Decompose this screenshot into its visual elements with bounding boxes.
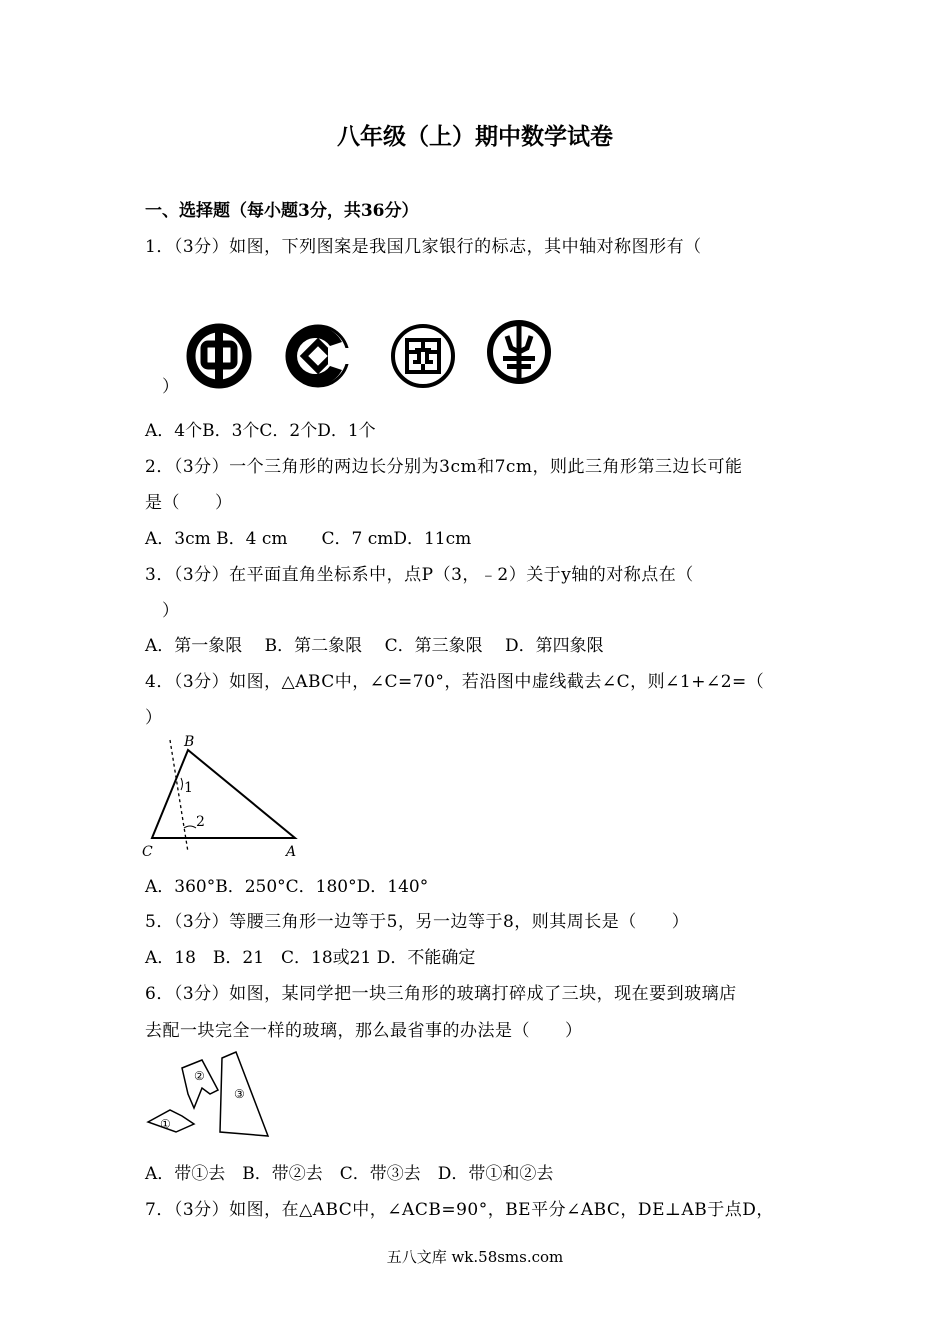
triangle-abc-figure xyxy=(140,732,310,862)
question-2-stem-line1: 2．（3分）一个三角形的两边长分别为3cm和7cm，则此三角形第三边长可能 xyxy=(145,457,743,477)
question-1-options: A．4个B．3个C．2个D．1个 xyxy=(145,421,376,441)
question-1-stem: 1．（3分）如图，下列图案是我国几家银行的标志，其中轴对称图形有（ xyxy=(145,237,702,257)
page-title: 八年级（上）期中数学试卷 xyxy=(337,123,613,150)
angle-2-label: 2 xyxy=(196,814,205,830)
question-2-stem-line2: 是（ ） xyxy=(145,493,233,513)
piece-3-label: ③ xyxy=(234,1087,245,1101)
question-3-options: A．第一象限 B．第二象限 C．第三象限 D．第四象限 xyxy=(145,636,604,656)
question-2-options: A．3cm B．4 cm C．7 cmD．11cm xyxy=(145,529,472,549)
question-4-options: A．360°B．250°C．180°D．140° xyxy=(145,877,429,897)
piece-2-label: ② xyxy=(194,1069,205,1083)
vertex-c-label: C xyxy=(142,844,153,860)
question-5-options: A．18 B．21 C．18或21 D．不能确定 xyxy=(145,948,476,968)
industrial-commercial-bank-logo xyxy=(389,322,457,390)
broken-glass-figure xyxy=(140,1050,280,1142)
piece-1-label: ① xyxy=(160,1117,171,1131)
angle-1-label: 1 xyxy=(184,780,193,796)
question-1-stem-end: ） xyxy=(162,377,180,397)
question-7-stem: 7．（3分）如图，在△ABC中，∠ACB=90°，BE平分∠ABC，DE⊥AB于点D， xyxy=(145,1200,774,1220)
question-6-stem-line2: 去配一块完全一样的玻璃，那么最省事的办法是（ ） xyxy=(145,1021,583,1041)
section-heading: 一、选择题（每小题3分，共36分） xyxy=(145,201,419,221)
question-5-stem: 5．（3分）等腰三角形一边等于5，另一边等于8，则其周长是（ ） xyxy=(145,912,690,932)
bank-of-china-logo xyxy=(185,322,253,390)
question-6-options: A．带①去 B．带②去 C．带③去 D．带①和②去 xyxy=(145,1164,554,1184)
agricultural-bank-logo xyxy=(485,318,553,386)
question-4-stem-line1: 4．（3分）如图，△ABC中，∠C=70°，若沿图中虚线截去∠C，则∠1+∠2=（ xyxy=(145,672,765,692)
china-construction-bank-logo xyxy=(284,322,352,390)
question-3-stem-line2: ） xyxy=(162,601,180,621)
vertex-b-label: B xyxy=(184,734,195,750)
question-4-stem-line2: ） xyxy=(145,708,163,728)
vertex-a-label: A xyxy=(286,844,297,860)
question-3-stem-line1: 3．（3分）在平面直角坐标系中，点P（3，﹣2）关于y轴的对称点在（ xyxy=(145,565,694,585)
page-footer: 五八文库 wk.58sms.com xyxy=(386,1248,564,1266)
question-6-stem-line1: 6．（3分）如图，某同学把一块三角形的玻璃打碎成了三块，现在要到玻璃店 xyxy=(145,984,737,1004)
